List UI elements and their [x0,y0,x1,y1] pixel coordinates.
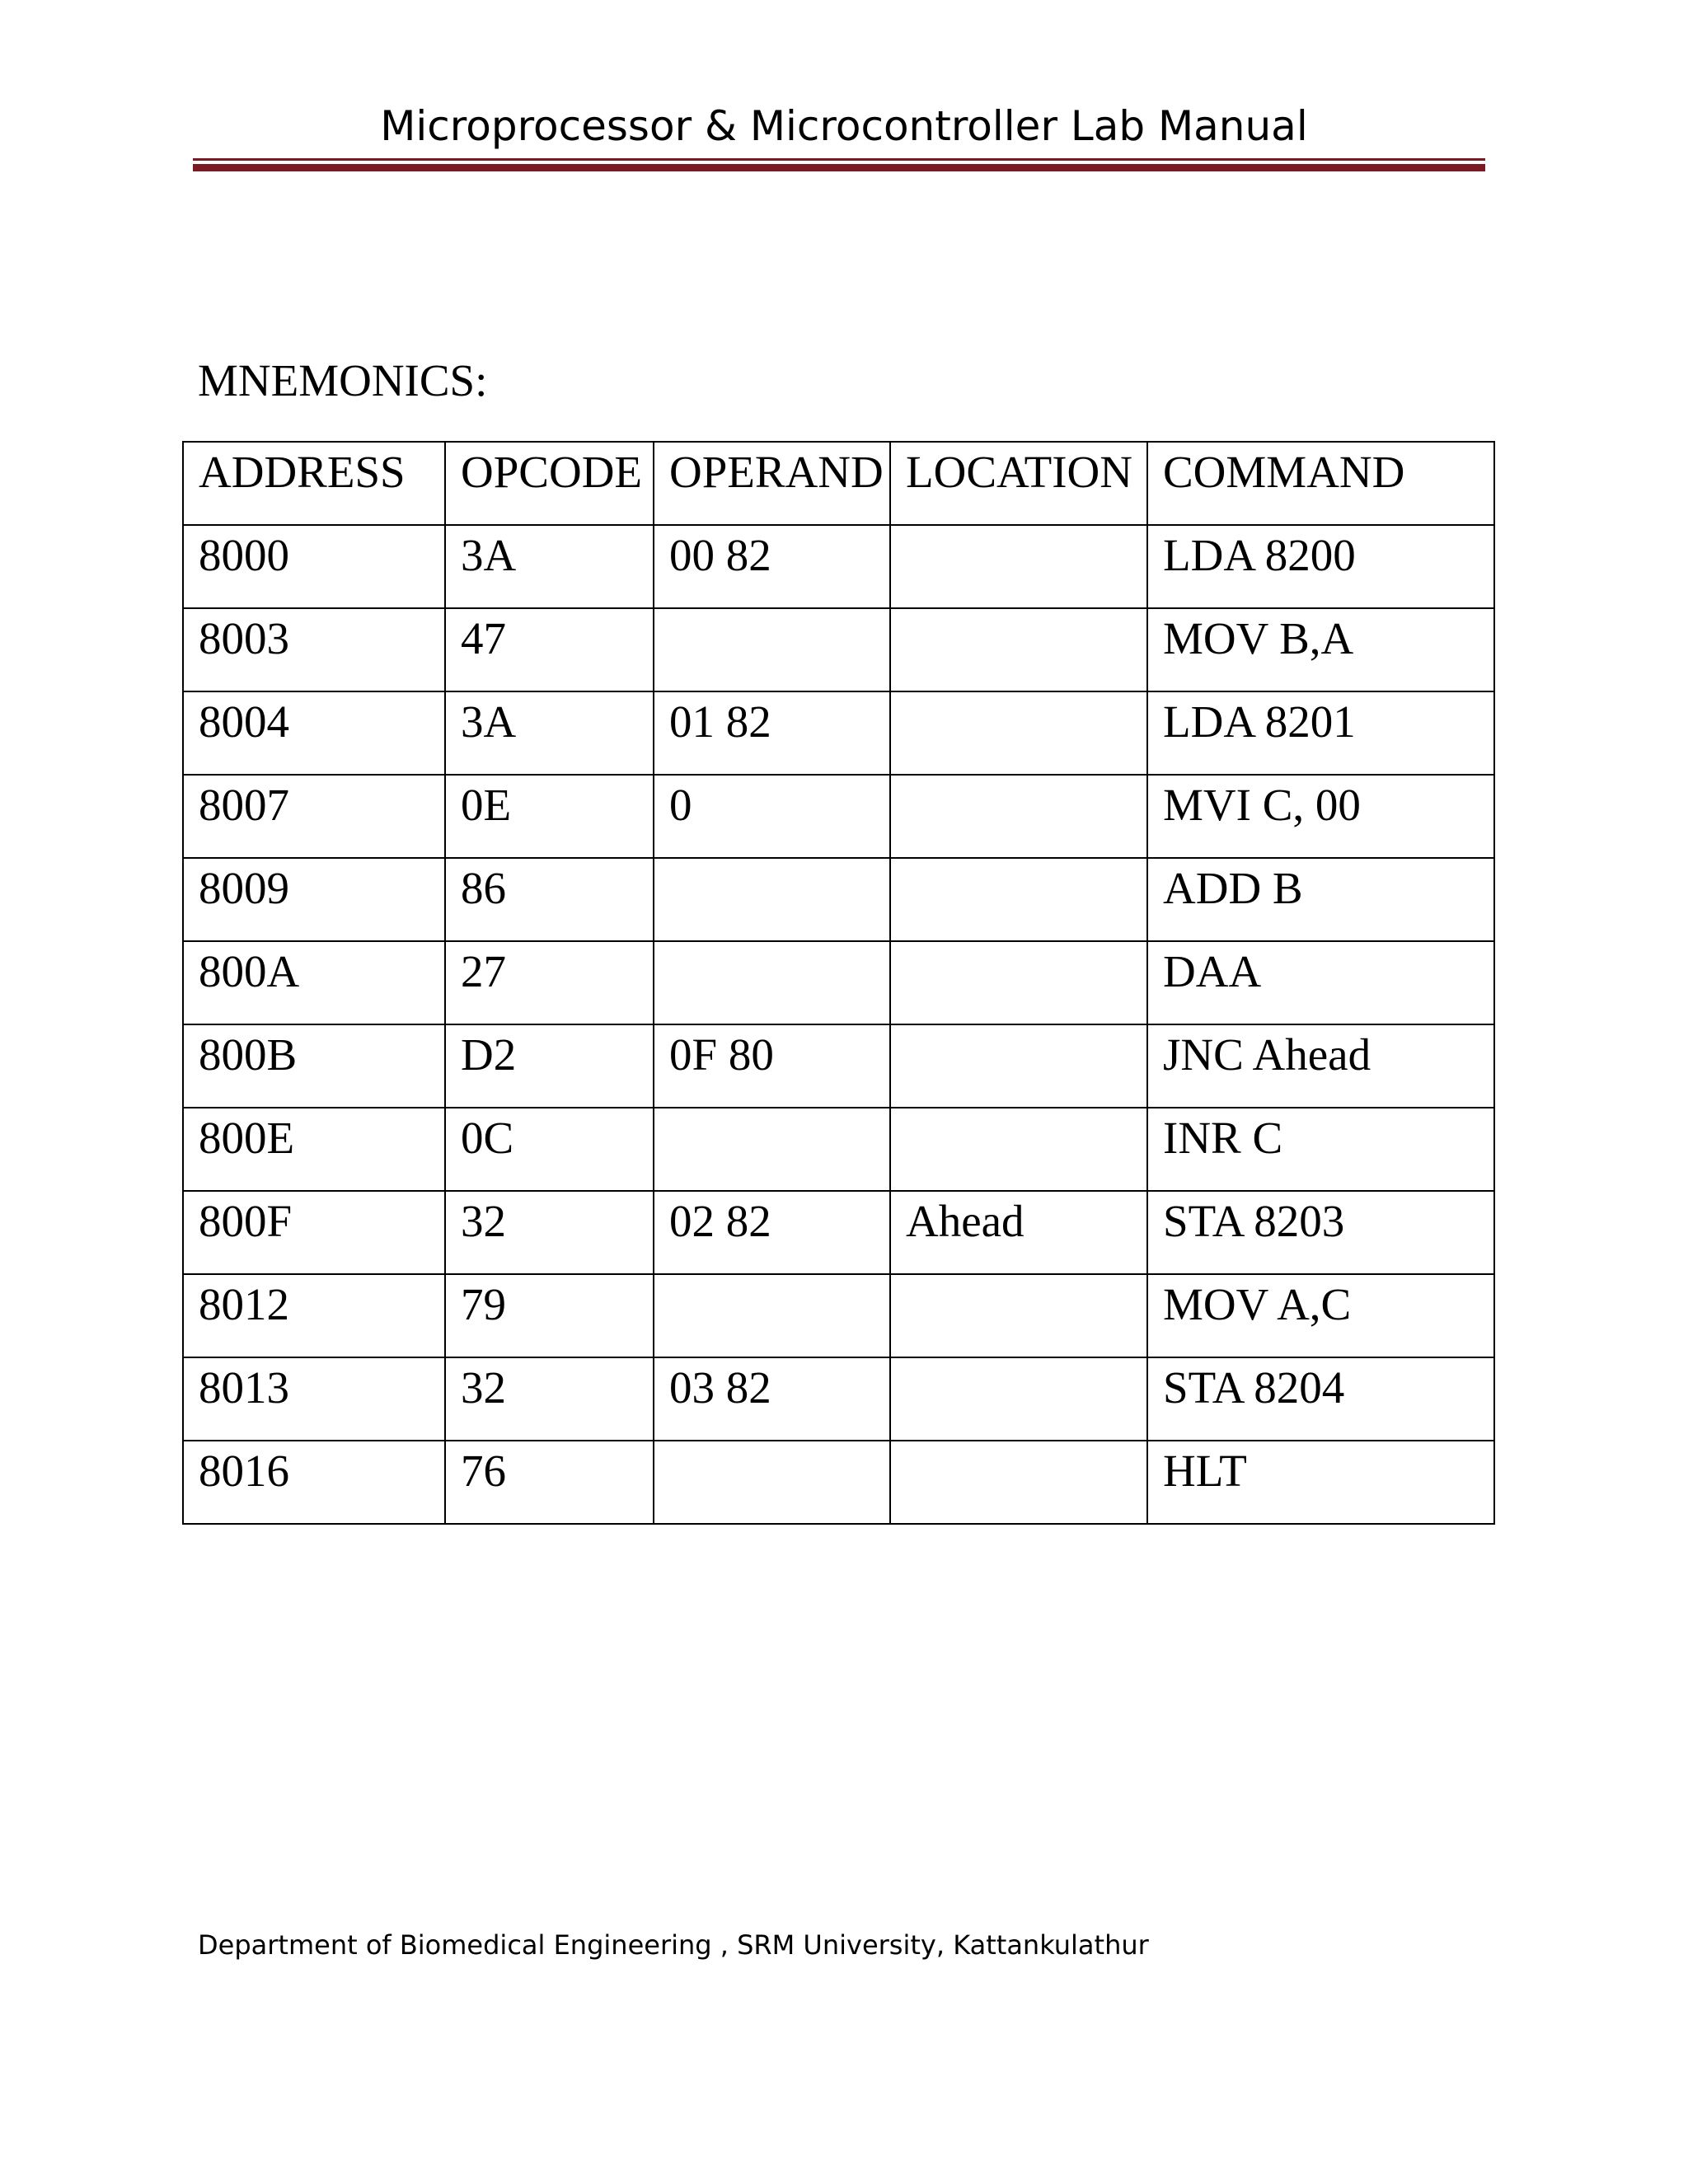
column-header-location: LOCATION [890,442,1147,525]
cell-operand [654,1441,890,1524]
cell-command: STA 8204 [1147,1357,1494,1441]
cell-operand: 00 82 [654,525,890,608]
table-row [183,1441,1494,1524]
cell-location [890,1441,1147,1524]
table-row [183,1108,1494,1191]
column-header-command: COMMAND [1147,442,1494,525]
cell-operand [654,608,890,691]
cell-address: 8004 [183,691,445,775]
page-footer: Department of Biomedical Engineering , SRM University, Kattankulathur [198,1929,1149,1961]
cell-command: LDA 8201 [1147,691,1494,775]
cell-address: 8000 [183,525,445,608]
cell-location [890,1274,1147,1357]
table-header-row [183,442,1494,525]
cell-operand [654,1274,890,1357]
table-row [183,941,1494,1024]
cell-opcode: 27 [445,941,654,1024]
column-header-address: ADDRESS [183,442,445,525]
cell-location [890,941,1147,1024]
page-header-title: Microprocessor & Microcontroller Lab Manual [380,102,1308,150]
table-row [183,775,1494,858]
cell-location [890,858,1147,941]
cell-command: INR C [1147,1108,1494,1191]
table-row [183,1274,1494,1357]
mnemonics-table [182,441,1495,1525]
cell-operand [654,941,890,1024]
cell-opcode: 86 [445,858,654,941]
cell-address: 800F [183,1191,445,1274]
cell-operand: 0 [654,775,890,858]
cell-location [890,1357,1147,1441]
cell-opcode: 3A [445,691,654,775]
table-row [183,608,1494,691]
cell-operand [654,1108,890,1191]
cell-address: 800E [183,1108,445,1191]
table-row [183,1357,1494,1441]
cell-command: MOV A,C [1147,1274,1494,1357]
cell-command: JNC Ahead [1147,1024,1494,1108]
cell-opcode: 79 [445,1274,654,1357]
table-row [183,1024,1494,1108]
cell-command: MVI C, 00 [1147,775,1494,858]
cell-address: 800A [183,941,445,1024]
cell-location: Ahead [890,1191,1147,1274]
cell-command: STA 8203 [1147,1191,1494,1274]
cell-command: MOV B,A [1147,608,1494,691]
header-rule-thick [193,164,1485,171]
cell-opcode: 3A [445,525,654,608]
cell-command: DAA [1147,941,1494,1024]
cell-opcode: 32 [445,1357,654,1441]
cell-command: HLT [1147,1441,1494,1524]
cell-opcode: 47 [445,608,654,691]
table-row [183,525,1494,608]
cell-operand: 02 82 [654,1191,890,1274]
table-row [183,858,1494,941]
cell-operand: 0F 80 [654,1024,890,1108]
cell-address: 8016 [183,1441,445,1524]
cell-command: ADD B [1147,858,1494,941]
cell-location [890,525,1147,608]
section-label: MNEMONICS: [198,355,488,405]
cell-operand [654,858,890,941]
cell-address: 8007 [183,775,445,858]
cell-opcode: D2 [445,1024,654,1108]
table-row [183,691,1494,775]
cell-opcode: 32 [445,1191,654,1274]
cell-address: 800B [183,1024,445,1108]
cell-operand: 03 82 [654,1357,890,1441]
cell-operand: 01 82 [654,691,890,775]
header-rule [193,158,1485,161]
cell-location [890,691,1147,775]
cell-opcode: 0C [445,1108,654,1191]
cell-address: 8013 [183,1357,445,1441]
column-header-opcode: OPCODE [445,442,654,525]
cell-location [890,775,1147,858]
cell-location [890,608,1147,691]
cell-location [890,1024,1147,1108]
cell-address: 8003 [183,608,445,691]
cell-opcode: 76 [445,1441,654,1524]
cell-command: LDA 8200 [1147,525,1494,608]
cell-opcode: 0E [445,775,654,858]
table-row [183,1191,1494,1274]
cell-address: 8009 [183,858,445,941]
column-header-operand: OPERAND [654,442,890,525]
cell-address: 8012 [183,1274,445,1357]
cell-location [890,1108,1147,1191]
